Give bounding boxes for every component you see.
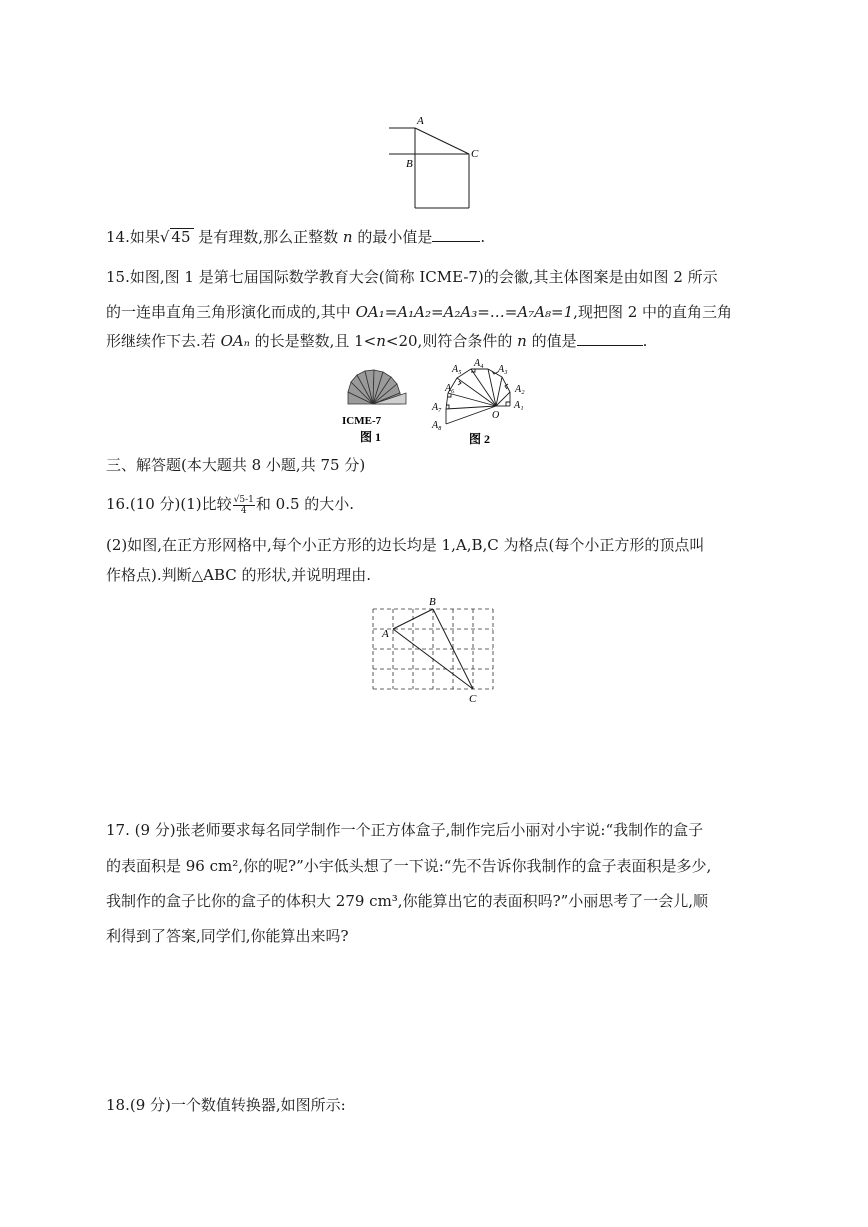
icme7-emblem xyxy=(336,366,410,444)
spiral-label-a2: A₂ xyxy=(515,384,525,395)
q16-part1: 16.(10 分)(1)比较 $\frac{√5-1}{4}$ 和 0.5 的大小. xyxy=(106,494,355,516)
spiral-label-a6: A₆ xyxy=(445,383,455,394)
q18-line1: 18.(9 分)一个数值转换器,如图所示: xyxy=(106,1096,346,1114)
q14-text: 14.如果√ 45 是有理数,那么正整数 n 的最小值是 . xyxy=(106,228,486,246)
spiral-figure xyxy=(426,356,536,448)
fig2-caption: 图 2 xyxy=(469,432,491,446)
q15-answer-blank[interactable] xyxy=(577,331,643,346)
spiral-label-a7: A₇ xyxy=(432,402,442,413)
sqrt-symbol: √ xyxy=(159,228,170,246)
grid-triangle-figure xyxy=(365,594,500,706)
q13-label-c: C xyxy=(471,148,479,160)
q17-line4: 利得到了答案,同学们,你能算出来吗? xyxy=(106,927,349,945)
fig1-caption: 图 1 xyxy=(360,430,382,444)
q13-figure xyxy=(380,110,490,215)
q14-radicand: 45 xyxy=(170,228,193,245)
spiral-label-o: O xyxy=(492,410,500,421)
q16-fraction: $\frac{√5-1}{4}$ xyxy=(233,494,254,516)
q17-line2: 的表面积是 96 cm²,你的呢?”小宇低头想了一下说:“先不告诉你我制作的盒子表面积是多少, xyxy=(106,857,712,875)
q15-line1: 15.如图,图 1 是第七届国际数学教育大会(简称 ICME-7)的会徽,其主体图案是由如图 2 所示 xyxy=(106,268,718,286)
spiral-label-a8: A₈ xyxy=(432,420,442,431)
spiral-label-a3: A₃ xyxy=(498,364,508,375)
grid-label-a: A xyxy=(382,628,389,640)
q17-line3: 我制作的盒子比你的盒子的体积大 279 cm³,你能算出它的表面积吗?”小丽思考了一会儿,顺 xyxy=(106,892,709,910)
q14-answer-blank[interactable] xyxy=(432,227,480,242)
grid-label-c: C xyxy=(469,693,477,705)
q16-part2-line2: 作格点).判断△ABC 的形状,并说明理由. xyxy=(106,566,372,584)
q13-label-b: B xyxy=(406,158,413,170)
q15-line2: 的一连串直角三角形演化而成的,其中 OA₁=A₁A₂=A₂A₃=…=A₇A₈=1,现把图 2 中的直角三角 xyxy=(106,303,733,321)
spiral-label-a5: A₅ xyxy=(452,364,462,375)
spiral-label-a4: A₄ xyxy=(474,358,484,369)
q16-part2-line1: (2)如图,在正方形网格中,每个小正方形的边长均是 1,A,B,C 为格点(每个小正方形的顶点叫 xyxy=(106,536,705,554)
section-heading: 三、解答题(本大题共 8 小题,共 75 分) xyxy=(106,456,366,474)
spiral-label-a1: A₁ xyxy=(514,400,524,411)
grid-label-b: B xyxy=(429,596,436,608)
q15-line3: 形继续作下去.若 OAₙ 的长是整数,且 1<n<20,则符合条件的 n 的值是 . xyxy=(106,332,648,350)
q17-line1: 17. (9 分)张老师要求每名同学制作一个正方体盒子,制作完后小丽对小宇说:“我制作的盒子 xyxy=(106,821,704,839)
icme7-title: ICME-7 xyxy=(342,415,382,427)
q13-label-a: A xyxy=(417,115,424,127)
